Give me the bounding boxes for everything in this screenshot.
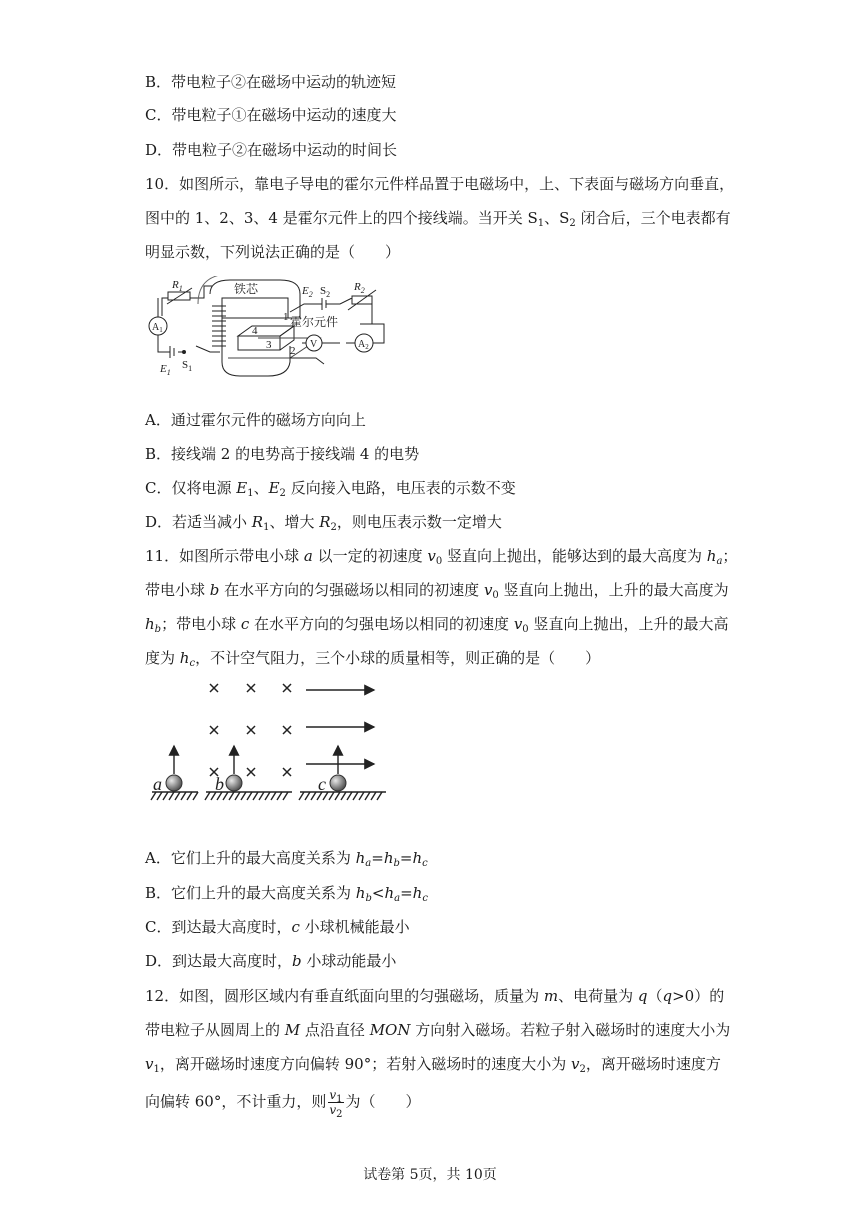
svg-text:R2: $R_2$ — [354, 281, 365, 295]
svg-text:E1: $E_1$ — [160, 363, 171, 377]
hall-element-figure — [140, 276, 390, 384]
e1-label: E — [160, 363, 167, 375]
q9-option-c: C．带电粒子①在磁场中运动的速度大 — [145, 106, 397, 124]
q11-stem-line4: 度为 $h_c$，不计空气阻力，三个小球的质量相等，则正确的是（ ） — [145, 649, 601, 669]
q11-option-b: B．它们上升的最大高度关系为 $h_b<h_a=h_c$ — [145, 884, 428, 904]
r2-label: R — [354, 281, 361, 293]
svg-text:A1: $A_1$ — [152, 322, 163, 334]
q12-stem-line3: $v_1$，离开磁场时速度方向偏转 90°；若射入磁场时的速度大小为 $v_2$，离开磁场时速度方 — [145, 1055, 721, 1075]
q10-stem-line2: 图中的 1、2、3、4 是霍尔元件上的四个接线端。当开关 $S_1$、$S_2$ 闭合后，三个电表都有 — [145, 209, 731, 229]
ball-a — [166, 746, 182, 791]
three-balls-figure — [150, 676, 390, 806]
page-footer: 试卷第 5页，共 10页 — [363, 1167, 497, 1183]
v1-over-v2-fraction: $\frac{v_1}{v_2}$ — [329, 1088, 343, 1120]
r1-label: R — [172, 279, 179, 291]
q10-option-c: C．仅将电源 $E_1$、$E_2$ 反向接入电路，电压表的示数不变 — [145, 479, 516, 499]
svg-text:R1: $R_1$ — [172, 279, 183, 293]
voltmeter-label: V — [310, 339, 318, 350]
hall-label: 霍尔元件 — [290, 315, 339, 329]
q11-option-a: A．它们上升的最大高度关系为 $h_a=h_b=h_c$ — [145, 849, 428, 869]
q11-option-c: C．到达最大高度时，c 小球机械能最小 — [145, 918, 410, 936]
ground-lines — [151, 792, 386, 800]
q9-option-b: B．带电粒子②在磁场中运动的轨迹短 — [145, 73, 397, 91]
s2-label: S — [320, 285, 327, 297]
a1-label: A — [152, 322, 160, 333]
q10-stem-line1: 10．如图所示，靠电子导电的霍尔元件样品置于电磁场中，上、下表面与磁场方向垂直， — [145, 175, 735, 193]
ball-c-label: c — [318, 774, 326, 794]
terminal-1-label: 1 — [283, 311, 289, 323]
terminal-3-label: 3 — [266, 339, 272, 351]
magnetic-field-crosses — [210, 684, 291, 776]
core-label: 铁芯 — [234, 282, 259, 296]
svg-text:S1: $S_1$ — [182, 359, 193, 373]
svg-text:E2: $E_2$ — [302, 285, 313, 299]
ball-b-label: b — [215, 774, 224, 794]
s1-label: S — [182, 359, 189, 371]
q10-stem-line3: 明显示数，下列说法正确的是（ ） — [145, 243, 401, 261]
terminal-4-label: 4 — [252, 325, 258, 337]
q10-option-d: D．若适当减小 $R_1$、增大 $R_2$，则电压表示数一定增大 — [145, 513, 502, 533]
a2-label: A — [358, 339, 366, 350]
q11-stem-line1: 11．如图所示带电小球 a 以一定的初速度 $v_0$ 竖直向上抛出，能够达到的最大高度为 $h_a$； — [145, 547, 738, 567]
ball-c — [330, 746, 346, 791]
svg-text:S2: $S_2$ — [320, 285, 331, 299]
svg-text:A2: $A_2$ — [358, 339, 369, 351]
q10-option-b: B．接线端 2 的电势高于接线端 4 的电势 — [145, 445, 420, 463]
q11-option-d: D．到达最大高度时，b 小球动能最小 — [145, 952, 397, 970]
ball-b — [226, 746, 242, 791]
q9-option-d: D．带电粒子②在磁场中运动的时间长 — [145, 141, 398, 159]
q12-stem-line2: 带电粒子从圆周上的 M 点沿直径 MON 方向射入磁场。若粒子射入磁场时的速度大小为 — [145, 1021, 731, 1039]
terminal-2-label: 2 — [290, 345, 296, 357]
q12-stem-line1: 12．如图，圆形区域内有垂直纸面向里的匀强磁场，质量为 m、电荷量为 q（q>0）的 — [145, 987, 725, 1005]
q10-option-a: A．通过霍尔元件的磁场方向向上 — [145, 411, 366, 429]
q12-stem-line4: 向偏转 60°，不计重力，则 $\frac{v_1}{v_2}$ 为（ ） — [145, 1088, 421, 1120]
q11-stem-line2: 带电小球 b 在水平方向的匀强磁场以相同的初速度 $v_0$ 竖直向上抛出，上升的最大高度为 — [145, 581, 729, 601]
electric-field-arrows — [306, 690, 374, 764]
e2-label: E — [302, 285, 309, 297]
q11-stem-line3: $h_b$；带电小球 c 在水平方向的匀强电场以相同的初速度 $v_0$ 竖直向上抛出，上升的最大高 — [145, 615, 729, 635]
ball-a-label: a — [153, 774, 162, 794]
